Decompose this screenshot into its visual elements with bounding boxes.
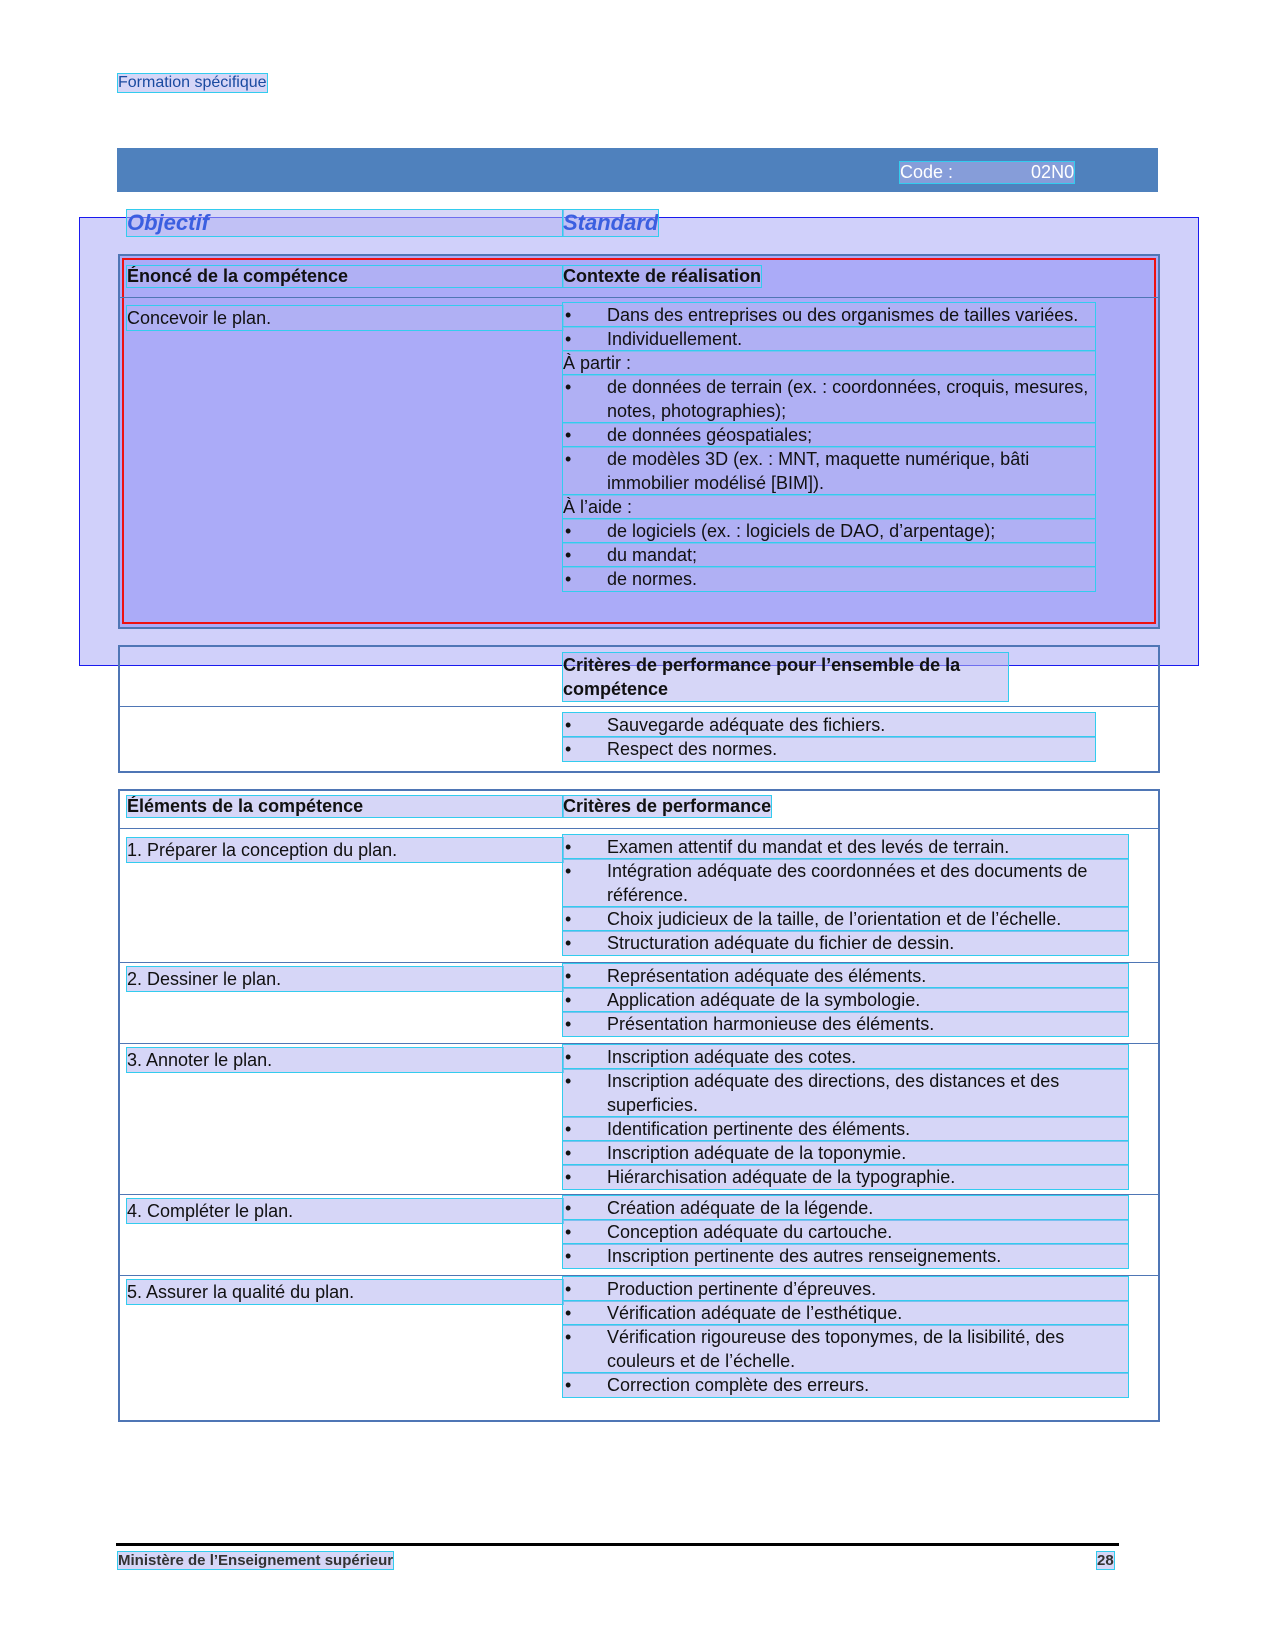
divider [120,297,1158,298]
objective-heading: Objectif [127,210,563,236]
footer-ministry: Ministère de l’Enseignement supérieur [118,1552,394,1569]
competence-element: 1. Préparer la conception du plan. [127,838,563,862]
context-item: • de données géospatiales; [563,423,1095,447]
divider [120,706,1158,707]
criterion-item: • Identification pertinente des éléments. [563,1117,1128,1141]
competence-element: 3. Annoter le plan. [127,1048,563,1072]
criterion-item: • Examen attentif du mandat et des levés de terrain. [563,835,1128,859]
criterion-item: • Inscription adéquate des cotes. [563,1045,1128,1069]
criterion-item: • Production pertinente d’épreuves. [563,1277,1128,1301]
criterion-item: • Correction complète des erreurs. [563,1373,1128,1397]
criteria-list [563,1045,1128,1189]
elements-header: Éléments de la compétence [127,796,563,817]
criterion-item: • Structuration adéquate du fichier de dessin. [563,931,1128,955]
standard-heading: Standard [563,210,659,235]
criteria-list [563,835,1128,955]
criterion-item: • Inscription pertinente des autres renseignements. [563,1244,1128,1268]
criterion-item: • Hiérarchisation adéquate de la typographie. [563,1165,1128,1189]
code-label: Code : [900,162,954,182]
statement-header: Énoncé de la compétence [127,266,563,287]
criterion-item: • Inscription adéquate des directions, des distances et des superficies. [563,1069,1128,1117]
row-divider [120,962,1158,963]
page-number: 28 [1097,1552,1114,1569]
code-text [900,162,1074,183]
context-item: • de logiciels (ex. : logiciels de DAO, d’arpentage); [563,519,1095,543]
row-divider [120,1275,1158,1276]
criterion-item: • Représentation adéquate des éléments. [563,964,1128,988]
context-header: Contexte de réalisation [563,266,762,286]
criteria-list [563,1277,1128,1397]
code-value: 02N0 [1031,162,1075,182]
context-item: • Individuellement. [563,327,1095,351]
criterion-item: • Intégration adéquate des coordonnées et des documents de référence. [563,859,1128,907]
context-item: • de modèles 3D (ex. : MNT, maquette numérique, bâti immobilier modélisé [BIM]). [563,447,1095,495]
context-item: • de données de terrain (ex. : coordonnées, croquis, mesures, notes, photographies); [563,375,1095,423]
criteria-list [563,964,1128,1036]
context-item: • du mandat; [563,543,1095,567]
context-subheading: À l’aide : [563,495,1095,519]
footer-rule [116,1543,1119,1546]
criterion-item: • Inscription adéquate de la toponymie. [563,1141,1128,1165]
row-divider [120,1043,1158,1044]
criteria-list [563,1196,1128,1268]
divider [120,828,1158,829]
overall-criterion: • Respect des normes. [563,737,1095,761]
competence-element: 5. Assurer la qualité du plan. [127,1280,563,1304]
criterion-item: • Création adéquate de la légende. [563,1196,1128,1220]
context-item: • de normes. [563,567,1095,591]
row-divider [120,1194,1158,1195]
running-header: Formation spécifique [118,74,267,91]
criteria-header: Critères de performance [563,796,772,816]
competence-element: 2. Dessiner le plan. [127,967,563,991]
overall-criteria-header: Critères de performance pour l’ensemble de la compétence [563,653,1008,701]
context-item: • Dans des entreprises ou des organismes de tailles variées. [563,303,1095,327]
criterion-item: • Conception adéquate du cartouche. [563,1220,1128,1244]
context-subheading: À partir : [563,351,1095,375]
competence-element: 4. Compléter le plan. [127,1199,563,1223]
competence-statement: Concevoir le plan. [127,306,563,330]
overall-criterion: • Sauvegarde adéquate des fichiers. [563,713,1095,737]
criterion-item: • Présentation harmonieuse des éléments. [563,1012,1128,1036]
context-list [563,303,1095,591]
criterion-item: • Vérification rigoureuse des toponymes, de la lisibilité, des couleurs et de l’échelle. [563,1325,1128,1373]
criterion-item: • Choix judicieux de la taille, de l’orientation et de l’échelle. [563,907,1128,931]
overall-criteria-list [563,713,1095,761]
criterion-item: • Vérification adéquate de l’esthétique. [563,1301,1128,1325]
criterion-item: • Application adéquate de la symbologie. [563,988,1128,1012]
